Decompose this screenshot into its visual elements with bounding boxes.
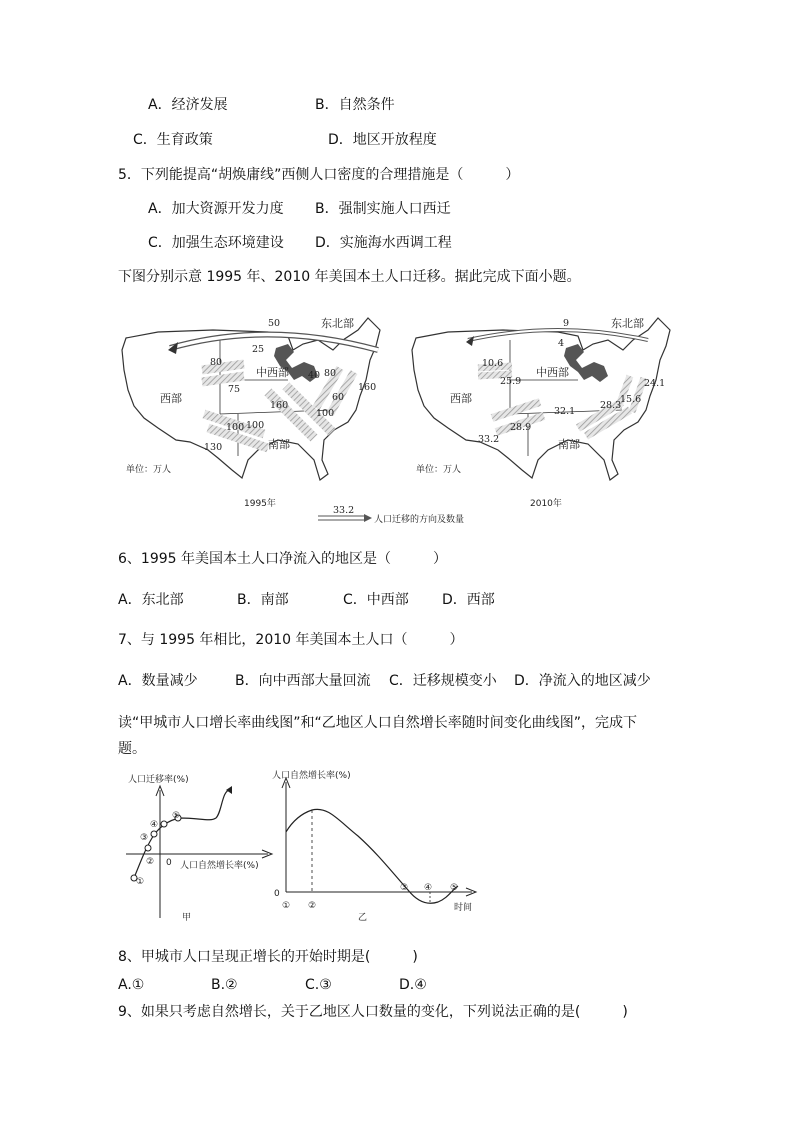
yi-xlabel: 时间 bbox=[454, 903, 473, 913]
q8-stem: 8、甲城市人口呈现正增长的开始时期是( ) bbox=[118, 949, 418, 965]
label-south-2010: 南部 bbox=[558, 438, 580, 451]
year-1995: 1995年 bbox=[244, 499, 276, 509]
yi-origin: 0 bbox=[274, 889, 280, 899]
label-northeast-2010: 东北部 bbox=[611, 317, 644, 330]
q4-option-b: B．自然条件 bbox=[315, 97, 395, 113]
q6-stem: 6、1995 年美国本土人口净流入的地区是（ ） bbox=[118, 551, 447, 567]
arrow-w-to-mw-1995 bbox=[202, 364, 244, 370]
q5-option-c: C．加强生态环境建设 bbox=[148, 235, 284, 251]
q7-option-d: D．净流入的地区减少 bbox=[514, 673, 651, 689]
value-25-9: 25.9 bbox=[500, 376, 522, 387]
q5-option-d: D．实施海水西调工程 bbox=[315, 235, 452, 251]
value-10-6: 10.6 bbox=[482, 358, 504, 369]
label-midwest-2010: 中西部 bbox=[536, 366, 569, 379]
value-75: 75 bbox=[228, 384, 241, 395]
legend-value: 33.2 bbox=[333, 505, 355, 516]
value-33-2: 33.2 bbox=[478, 434, 500, 445]
value-50: 50 bbox=[268, 318, 281, 329]
value-40: 40 bbox=[308, 370, 321, 381]
label-west-2010: 西部 bbox=[450, 392, 472, 405]
graph-yi bbox=[268, 768, 484, 928]
jia-xlabel: 人口自然增长率(%) bbox=[180, 861, 259, 871]
q4-option-a: A．经济发展 bbox=[148, 97, 228, 113]
q5-stem: 5．下列能提高“胡焕庸线”西侧人口密度的合理措施是（ ） bbox=[118, 167, 520, 183]
value-100b: 100 bbox=[226, 422, 245, 433]
jia-point-2: ② bbox=[146, 857, 155, 867]
jia-point-4: ④ bbox=[150, 820, 159, 830]
value-28-3: 28.3 bbox=[600, 400, 622, 411]
map-1995 bbox=[122, 317, 380, 509]
graph-intro-line2: 题。 bbox=[118, 741, 146, 757]
value-80: 80 bbox=[210, 357, 223, 368]
value-15-6: 15.6 bbox=[620, 394, 642, 405]
jia-point-5: ⑤ bbox=[172, 811, 181, 821]
label-south-1995: 南部 bbox=[268, 438, 290, 451]
yi-point-2: ② bbox=[308, 901, 317, 911]
jia-point-1: ① bbox=[136, 877, 145, 887]
q9-stem: 9、如果只考虑自然增长，关于乙地区人口数量的变化，下列说法正确的是( ) bbox=[118, 1004, 628, 1020]
q8-option-d: D.④ bbox=[399, 977, 427, 993]
unit-2010: 单位：万人 bbox=[416, 465, 462, 475]
q8-option-b: B.② bbox=[211, 977, 238, 993]
q7-option-c: C．迁移规模变小 bbox=[389, 673, 497, 689]
label-west-1995: 西部 bbox=[160, 392, 182, 405]
value-130: 130 bbox=[204, 442, 223, 453]
q8-option-c: C.③ bbox=[305, 977, 332, 993]
q5-option-b: B．强制实施人口西迁 bbox=[315, 201, 451, 217]
q7-stem: 7、与 1995 年相比，2010 年美国本土人口（ ） bbox=[118, 632, 464, 648]
value-24-1: 24.1 bbox=[644, 378, 666, 389]
label-midwest-1995: 中西部 bbox=[256, 366, 289, 379]
unit-1995: 单位：万人 bbox=[126, 465, 172, 475]
yi-point-3: ③ bbox=[400, 883, 409, 893]
yi-point-1: ① bbox=[282, 901, 291, 911]
map-legend bbox=[318, 505, 464, 525]
jia-origin: 0 bbox=[166, 858, 172, 868]
q6-option-d: D．西部 bbox=[442, 592, 495, 608]
year-2010: 2010年 bbox=[530, 499, 562, 509]
q6-option-a: A．东北部 bbox=[118, 592, 184, 608]
q6-option-c: C．中西部 bbox=[343, 592, 409, 608]
value-80b: 80 bbox=[324, 368, 337, 379]
yi-ylabel: 人口自然增长率(%) bbox=[272, 771, 351, 781]
q4-option-d: D．地区开放程度 bbox=[328, 132, 437, 148]
legend-text: 人口迁移的方向及数量 bbox=[374, 515, 465, 525]
jia-ylabel: 人口迁移率(%) bbox=[128, 775, 189, 785]
value-160b: 160 bbox=[270, 400, 289, 411]
map-intro: 下图分别示意 1995 年、2010 年美国本土人口迁移。据此完成下面小题。 bbox=[118, 269, 581, 285]
value-100c: 100 bbox=[246, 420, 265, 431]
value-60: 60 bbox=[332, 392, 345, 403]
q7-option-b: B．向中西部大量回流 bbox=[235, 673, 371, 689]
value-4: 4 bbox=[558, 338, 565, 349]
migration-maps-figure bbox=[118, 310, 678, 530]
map-2010 bbox=[412, 317, 670, 509]
value-160: 160 bbox=[358, 382, 377, 393]
value-100: 100 bbox=[316, 408, 335, 419]
graph-jia bbox=[118, 768, 278, 928]
q8-option-a: A.① bbox=[118, 977, 145, 993]
jia-point-3: ③ bbox=[140, 833, 149, 843]
value-9: 9 bbox=[563, 318, 570, 329]
value-25: 25 bbox=[252, 344, 265, 355]
value-28-9: 28.9 bbox=[510, 422, 532, 433]
q5-option-a: A．加大资源开发力度 bbox=[148, 201, 284, 217]
yi-point-4: ④ bbox=[424, 883, 433, 893]
value-32-1: 32.1 bbox=[554, 406, 576, 417]
q6-option-b: B．南部 bbox=[237, 592, 289, 608]
q7-option-a: A．数量减少 bbox=[118, 673, 198, 689]
jia-caption: 甲 bbox=[182, 913, 192, 923]
label-northeast-1995: 东北部 bbox=[321, 317, 354, 330]
q4-option-c: C．生育政策 bbox=[133, 132, 213, 148]
graph-intro-line1: 读“甲城市人口增长率曲线图”和“乙地区人口自然增长率随时间变化曲线图”，完成下 bbox=[118, 715, 638, 731]
yi-point-5: ⑤ bbox=[450, 883, 459, 893]
yi-caption: 乙 bbox=[358, 913, 368, 923]
